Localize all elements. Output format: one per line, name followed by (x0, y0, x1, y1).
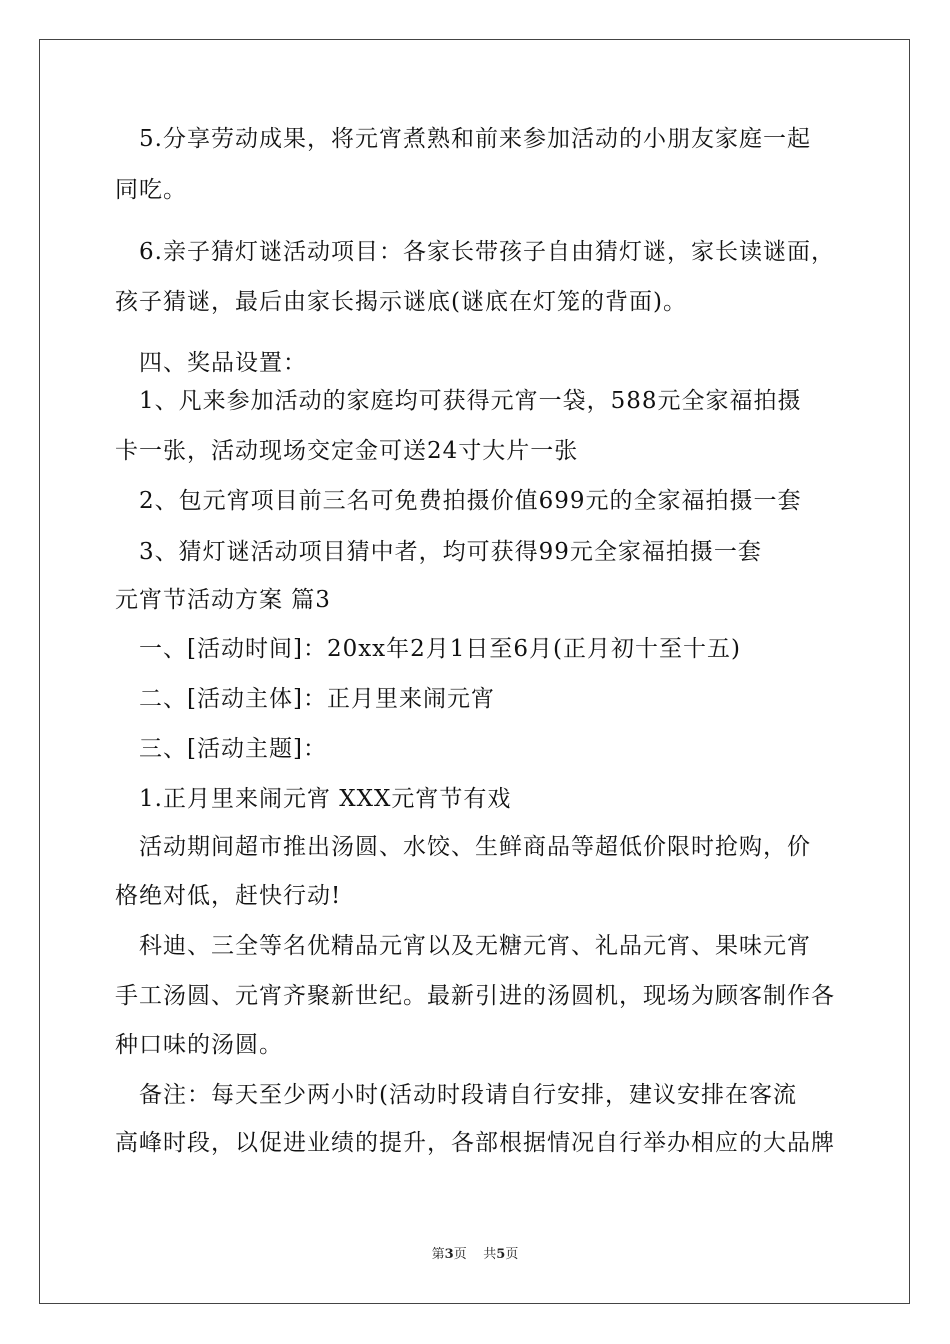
text-line: 高峰时段，以促进业绩的提升，各部根据情况自行举办相应的大品牌 (115, 1130, 835, 1156)
text-line: 1、凡来参加活动的家庭均可获得元宵一袋，588元全家福拍摄 (115, 388, 802, 414)
text-line: 二、[活动主体]：正月里来闹元宵 (115, 686, 495, 712)
text-line: 种口味的汤圆。 (115, 1032, 283, 1058)
page-label-suffix: 页 (453, 1247, 467, 1262)
section-heading: 四、奖品设置： (115, 350, 307, 376)
total-pages: 5 (496, 1247, 506, 1262)
page-number: 3 (444, 1247, 454, 1262)
text-line: 1.正月里来闹元宵 XXX元宵节有戏 (115, 786, 512, 812)
text-line: 格绝对低，赶快行动! (115, 883, 342, 909)
section-title: 元宵节活动方案 篇3 (115, 587, 331, 613)
text-line: 孩子猜谜，最后由家长揭示谜底(谜底在灯笼的背面)。 (115, 289, 687, 315)
text-line: 科迪、三全等名优精品元宵以及无糖元宵、礼品元宵、果味元宵 (115, 933, 811, 959)
page-border (39, 39, 910, 1304)
text-line: 2、包元宵项目前三名可免费拍摄价值699元的全家福拍摄一套 (115, 488, 802, 514)
text-line: 卡一张，活动现场交定金可送24寸大片一张 (115, 438, 579, 464)
text-line: 备注：每天至少两小时(活动时段请自行安排，建议安排在客流 (115, 1082, 797, 1108)
text-line: 手工汤圆、元宵齐聚新世纪。最新引进的汤圆机，现场为顾客制作各 (115, 983, 835, 1009)
text-line: 5.分享劳动成果，将元宵煮熟和前来参加活动的小朋友家庭一起 (115, 126, 811, 152)
total-label-suffix: 页 (505, 1247, 519, 1262)
text-line: 三、[活动主题]： (115, 736, 327, 762)
text-line: 6.亲子猜灯谜活动项目：各家长带孩子自由猜灯谜，家长读谜面， (115, 239, 835, 265)
text-line: 活动期间超市推出汤圆、水饺、生鲜商品等超低价限时抢购，价 (115, 834, 811, 860)
text-line: 同吃。 (115, 177, 187, 203)
text-line: 3、猜灯谜活动项目猜中者，均可获得99元全家福拍摄一套 (115, 539, 762, 565)
page-label-prefix: 第 (431, 1247, 445, 1262)
total-label-prefix: 共 (483, 1247, 497, 1262)
page-footer (0, 1243, 950, 1262)
text-line: 一、[活动时间]：20xx年2月1日至6月(正月初十至十五) (115, 636, 742, 662)
